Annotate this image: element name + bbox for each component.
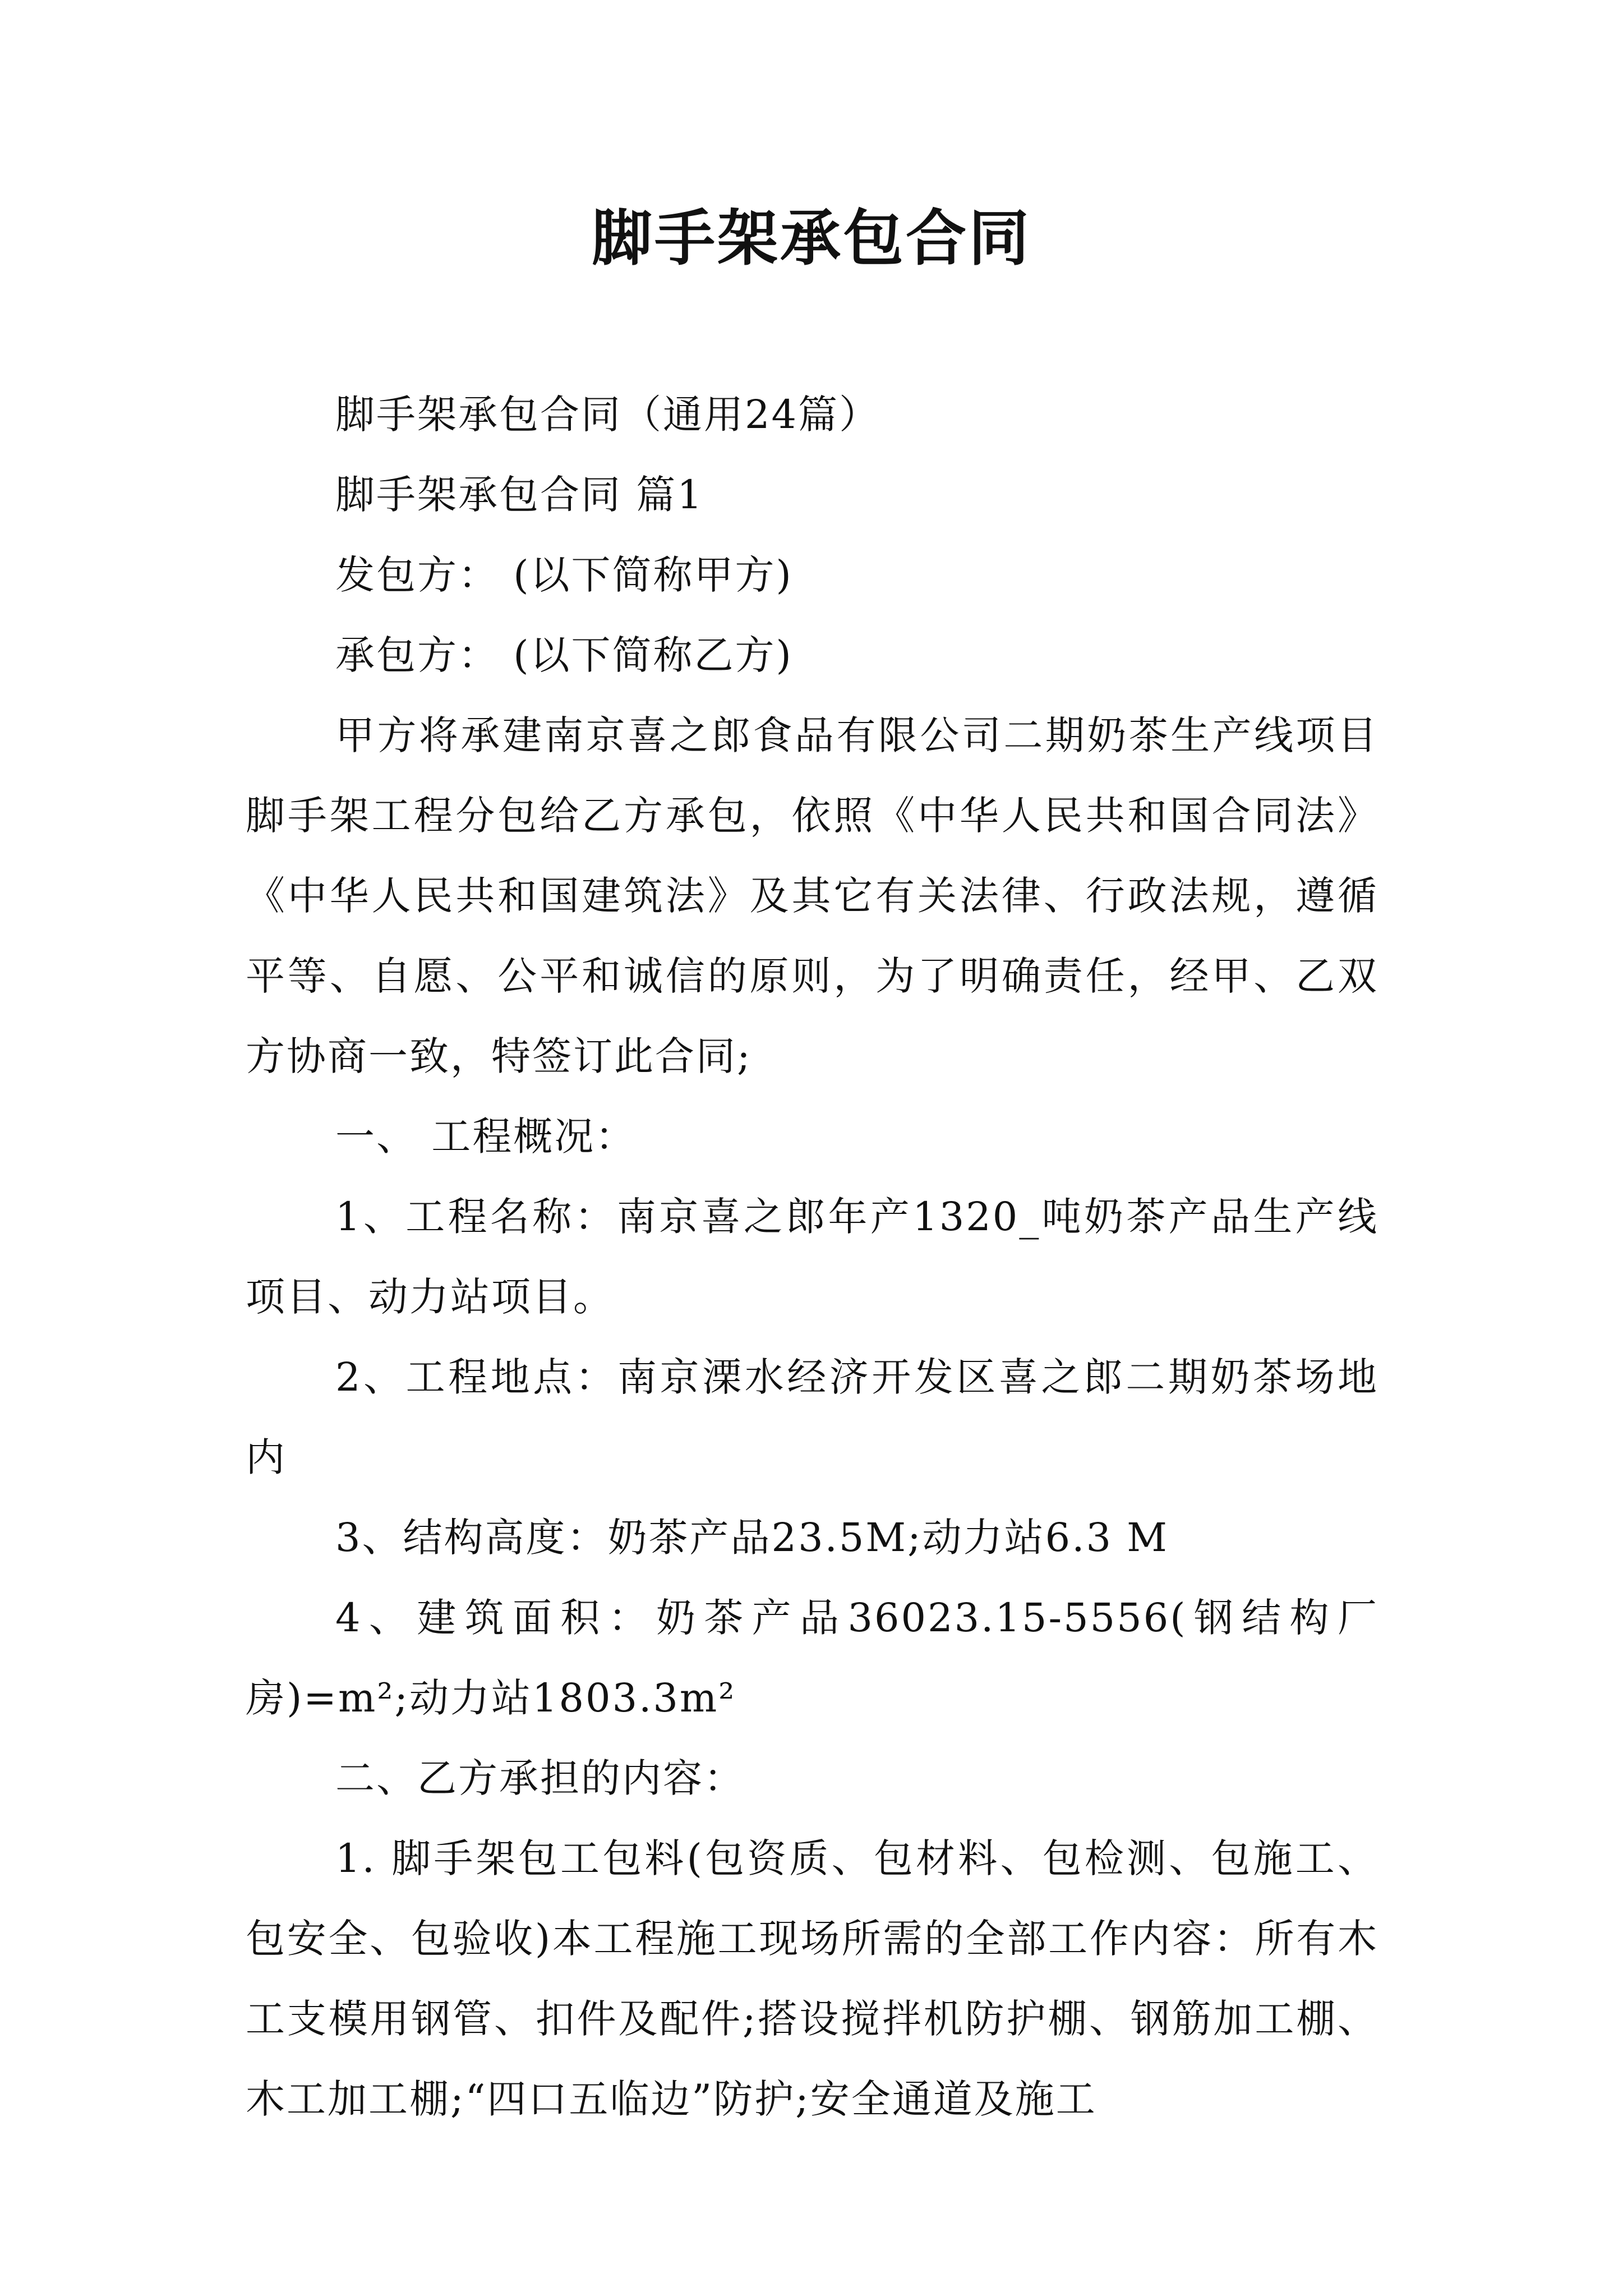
project-location-item: 2、工程地点：南京溧水经济开发区喜之郎二期奶茶场地内 bbox=[246, 1354, 1378, 1480]
project-name-item: 1、工程名称：南京喜之郎年产1320_吨奶茶产品生产线项目、动力站项目。 bbox=[246, 1194, 1378, 1320]
structure-height-item: 3、结构高度：奶茶产品23.5M;动力站6.3 M bbox=[335, 1515, 1169, 1561]
scope-item-1: 1. 脚手架包工包料(包资质、包材料、包检测、包施工、包安全、包验收)本工程施工现场所需的全部工作内容：所有木工支模用钢管、扣件及配件;搭设搅拌机防护棚、钢筋加工棚、木工加工棚;“四口五临边”防护;安全通道及施工 bbox=[246, 1835, 1378, 2122]
clause-heading-2: 二、乙方承担的内容： bbox=[335, 1755, 745, 1801]
document-body bbox=[246, 375, 1378, 2139]
clause-heading-1: 一、 工程概况： bbox=[335, 1114, 637, 1159]
preamble-paragraph: 甲方将承建南京喜之郎食品有限公司二期奶茶生产线项目脚手架工程分包给乙方承包，依照《中华人民共和国合同法》《中华人民共和国建筑法》及其它有关法律、行政法规，遵循平等、自愿、公平和诚信的原则，为了明确责任，经甲、乙双方协商一致，特签订此合同; bbox=[246, 712, 1378, 1079]
section-heading: 脚手架承包合同 篇1 bbox=[335, 472, 704, 518]
party-a-line: 发包方： (以下简称甲方) bbox=[335, 552, 793, 598]
subtitle-paragraph: 脚手架承包合同（通用24篇） bbox=[335, 392, 880, 438]
document-title: 脚手架承包合同 bbox=[591, 203, 1031, 274]
building-area-item: 4、建筑面积：奶茶产品36023.15-5556(钢结构厂房)=m²;动力站1803.3m² bbox=[246, 1595, 1378, 1721]
party-b-line: 承包方： (以下简称乙方) bbox=[335, 632, 793, 678]
